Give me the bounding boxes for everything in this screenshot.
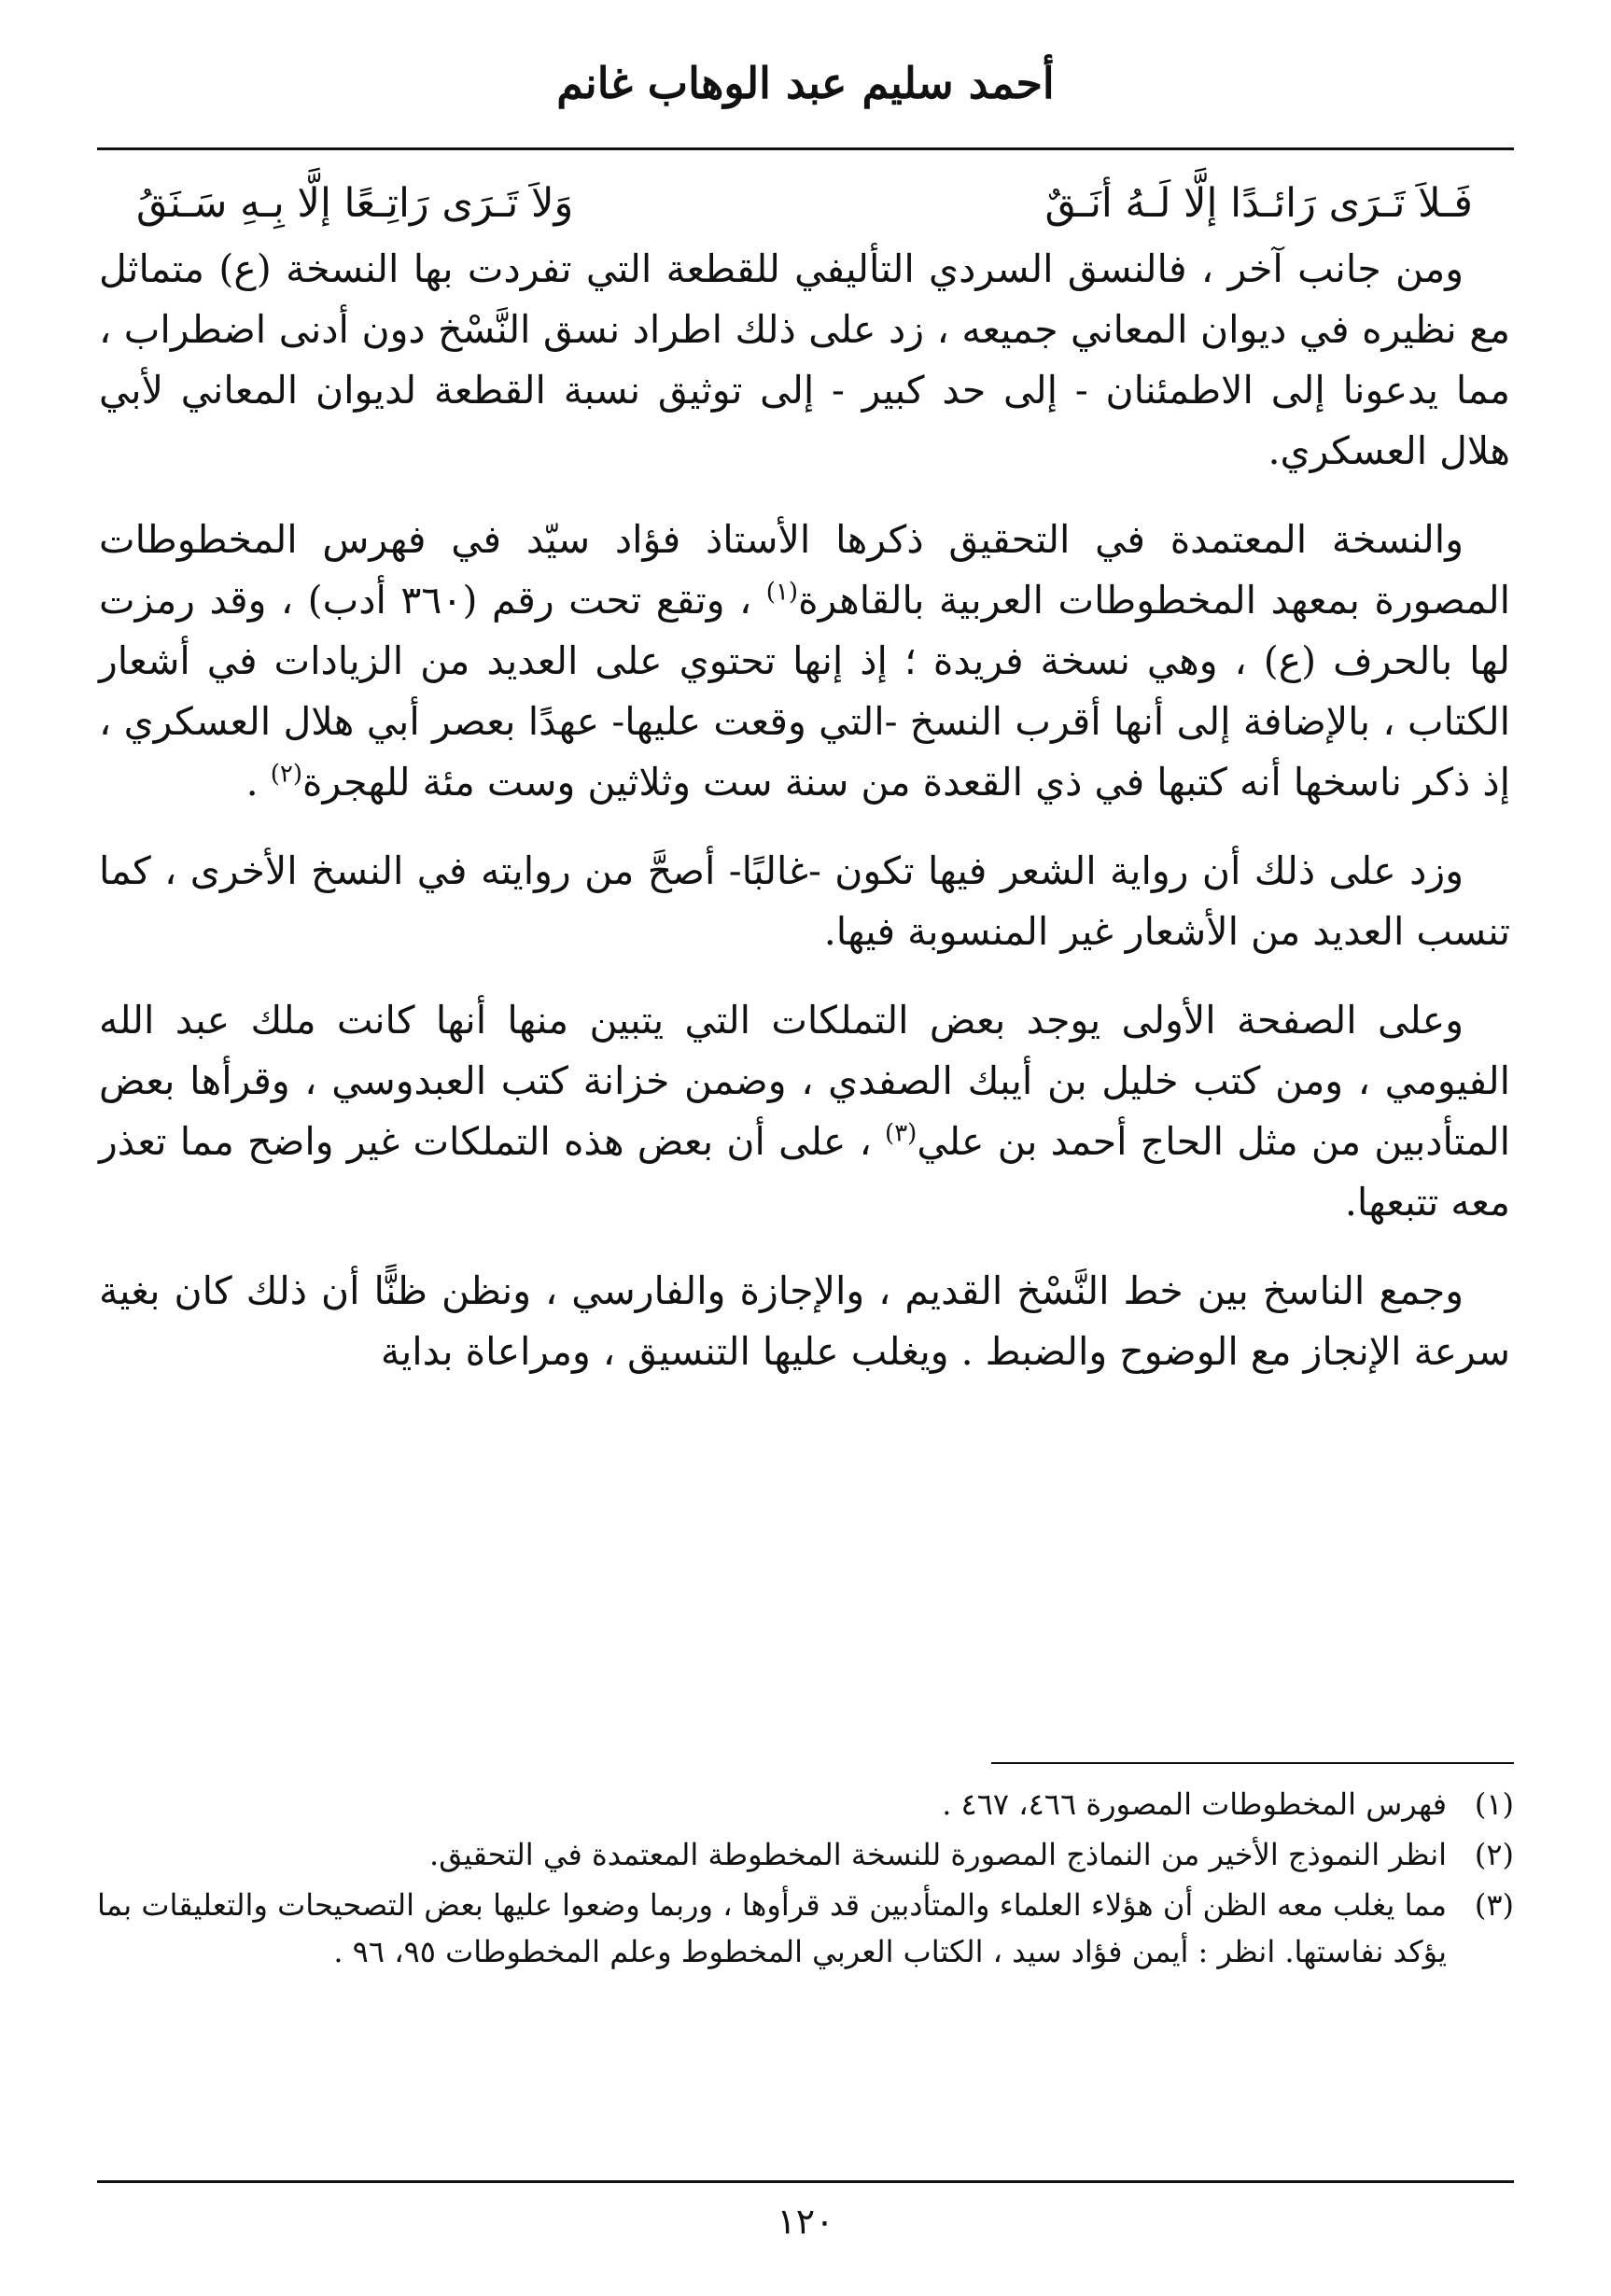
footnote-number: (٣)	[1474, 1887, 1514, 1923]
footnote-item	[97, 1831, 1514, 1878]
paragraph-3: وزد على ذلك أن رواية الشعر فيها تكون -غالبًا- أصحَّ من روايته في النسخ الأخرى ، كما تنسب العديد من الأشعار غير المنسوبة فيها.	[99, 848, 1510, 954]
paragraph-4-part-a: وعلى الصفحة الأولى يوجد بعض التملكات التي يتبين منها أنها كانت ملك عبد الله الفيومي ، ومن كتب خليل بن أيبك الصفدي ، وضمن خزانة كتب العبدوسي ، وقرأها بعض المتأدبين من مثل الحاج أحمد بن علي	[99, 998, 1510, 1164]
footnote-ref-2: (٢)	[270, 760, 302, 789]
paragraph-2-part-b: ، وتقع تحت رقم (٣٦٠ أدب) ، وقد رمزت لها بالحرف (ع) ، وهي نسخة فريدة ؛ إذ إنها تحتوي على العديد من الزيادات في أشعار الكتاب ، بالإضافة إلى أنها أقرب النسخ -التي وقعت عليها- عهدًا بعصر أبي هلال العسكري ، إذ ذكر ناسخها أنه كتبها في ذي القعدة من سنة ست وثلاثين وست مئة للهجرة	[99, 578, 1510, 805]
header-rule	[97, 147, 1514, 150]
running-head-author: أحمد سليم عبد الوهاب غانم	[556, 58, 1055, 108]
footnote-ref-1: (١)	[765, 578, 799, 607]
footnotes	[97, 1781, 1514, 1979]
footnote-item	[97, 1781, 1514, 1827]
paragraph-4	[99, 990, 1510, 1233]
paragraph-2	[99, 510, 1510, 813]
page-number: ١٢٠	[777, 2201, 834, 2242]
footnote-number: (١)	[1474, 1786, 1514, 1822]
verse-hemistich-second: وَلاَ تَـرَى رَاتِـعًا إلَّا بِـهِ سَـنَقُ	[136, 180, 574, 227]
main-text	[99, 170, 1510, 1410]
footnote-text: انظر النموذج الأخير من النماذج المصورة للنسخة المخطوطة المعتمدة في التحقيق.	[429, 1837, 1447, 1872]
poetry-verse	[99, 170, 1510, 237]
footer-rule	[97, 2180, 1514, 2183]
footnote-separator	[991, 1762, 1514, 1764]
footnote-ref-3: (٣)	[885, 1119, 918, 1148]
footnote-item	[97, 1882, 1514, 1975]
verse-hemistich-first: فَـلاَ تَـرَى رَائـدًا إلَّا لَـهُ أنَـقٌ	[1044, 180, 1473, 227]
paragraph-1: ومن جانب آخر ، فالنسق السردي التأليفي للقطعة التي تفردت بها النسخة (ع) متماثل مع نظيره في ديوان المعاني جميعه ، زد على ذلك اطراد نسق النَّسْخ دون أدنى اضطراب ، مما يدعونا إلى الاطمئنان - إلى حد كبير - إلى توثيق نسبة القطعة لديوان المعاني لأبي هلال العسكري.	[99, 246, 1510, 473]
paragraph-2-part-a: والنسخة المعتمدة في التحقيق ذكرها الأستاذ فؤاد سيّد في فهرس المخطوطات المصورة بمعهد المخطوطات العربية بالقاهرة	[99, 517, 1510, 623]
paragraph-5: وجمع الناسخ بين خط النَّسْخ القديم ، والإجازة والفارسي ، ونظن ظنًّا أن ذلك كان بغية سرعة الإنجاز مع الوضوح والضبط . ويغلب عليها التنسيق ، ومراعاة بداية	[99, 1268, 1510, 1374]
footnote-text: فهرس المخطوطات المصورة ٤٦٦، ٤٦٧ .	[942, 1786, 1447, 1822]
footnote-text: مما يغلب معه الظن أن هؤلاء العلماء والمتأدبين قد قرأوها ، وربما وضعوا عليها بعض التصحيحات والتعليقات بما يؤكد نفاستها. انظر : أيمن فؤاد سيد ، الكتاب العربي المخطوط وعلم المخطوطات ٩٥، ٩٦ .	[97, 1887, 1447, 1969]
footnote-number: (٢)	[1474, 1837, 1514, 1872]
paragraph-2-part-c: .	[245, 760, 271, 805]
paragraph-4-part-b: ، على أن بعض هذه التملكات غير واضح مما تعذر معه تتبعها.	[99, 1119, 1510, 1225]
